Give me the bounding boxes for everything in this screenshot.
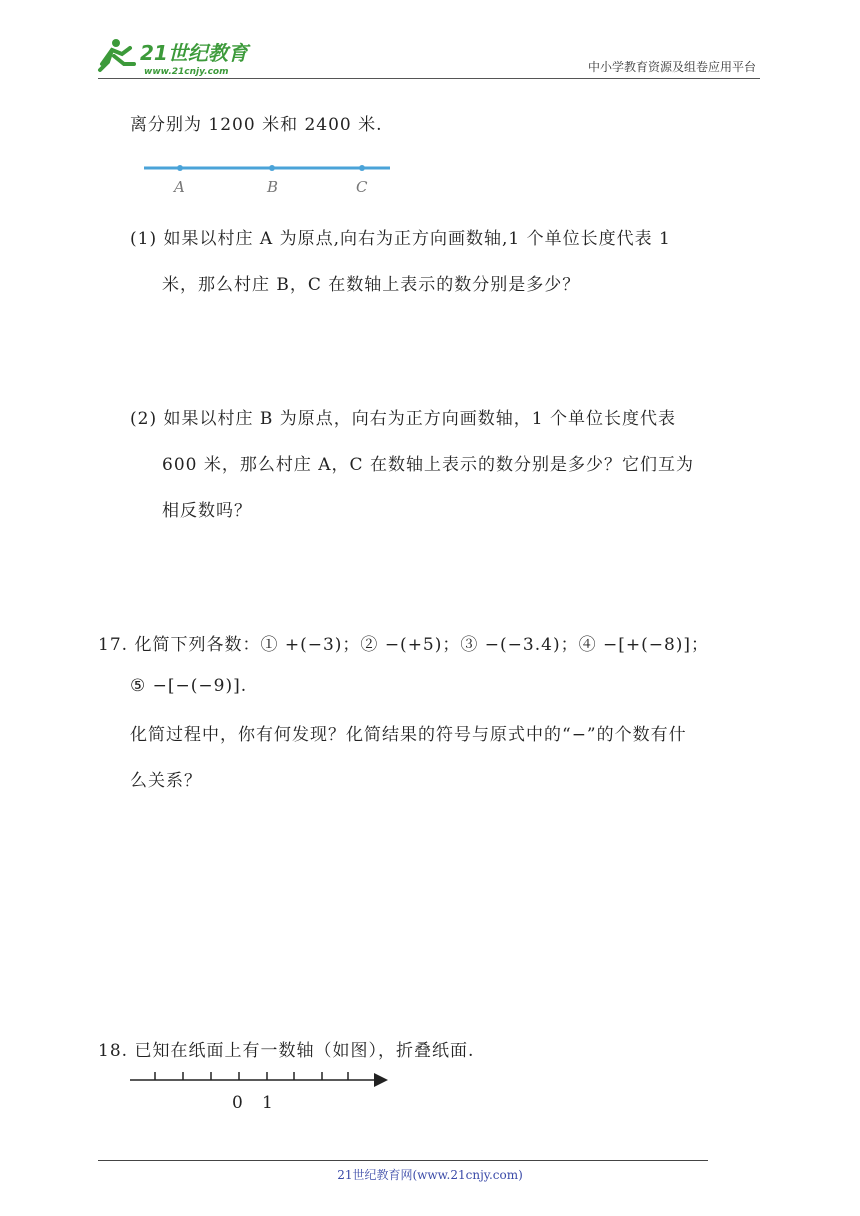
logo-text: 21世纪教育	[140, 41, 248, 65]
number-axis-figure	[126, 1068, 391, 1114]
q2-line1: (2) 如果以村庄 B 为原点，向右为正方向画数轴，1 个单位长度代表	[130, 409, 677, 429]
village-label-c: C	[356, 178, 368, 196]
header-platform-text: 中小学教育资源及组卷应用平台	[587, 60, 756, 74]
runner-icon	[100, 39, 134, 70]
footer-text: 21世纪教育网(www.21cnjy.com)	[337, 1168, 523, 1182]
footer-divider	[98, 1160, 708, 1161]
q17-line3: 化简过程中，你有何发现？化简结果的符号与原式中的“−”的个数有什	[130, 725, 687, 745]
village-point-c	[359, 165, 365, 171]
intro-line: 离分别为 1200 米和 2400 米.	[130, 115, 383, 135]
village-point-a	[177, 165, 183, 171]
axis-label-zero: 0	[232, 1093, 243, 1113]
q1-line1: (1) 如果以村庄 A 为原点,向右为正方向画数轴,1 个单位长度代表 1	[130, 229, 671, 249]
q17-line2: ⑤ −[−(−9)].	[130, 676, 248, 696]
q2-line3: 相反数吗？	[162, 501, 252, 521]
q17-line1: 17. 化简下列各数：① +(−3)；② −(+5)；③ −(−3.4)；④ −[+(−8)]；	[98, 635, 710, 655]
logo-url: www.21cnjy.com	[144, 67, 229, 77]
header-divider	[98, 78, 760, 79]
site-logo	[94, 34, 264, 78]
village-label-a: A	[174, 178, 185, 196]
q1-line2: 米，那么村庄 B，C 在数轴上表示的数分别是多少？	[162, 275, 581, 295]
axis-arrow-icon	[374, 1073, 388, 1087]
q17-line4: 么关系？	[130, 771, 202, 791]
axis-ticks	[155, 1072, 348, 1080]
axis-label-one: 1	[262, 1093, 273, 1113]
q2-line2: 600 米，那么村庄 A，C 在数轴上表示的数分别是多少？它们互为	[162, 455, 694, 475]
q18-line1: 18. 已知在纸面上有一数轴（如图），折叠纸面.	[98, 1041, 475, 1061]
village-point-b	[269, 165, 275, 171]
village-number-line	[140, 158, 395, 200]
village-label-b: B	[267, 178, 279, 196]
